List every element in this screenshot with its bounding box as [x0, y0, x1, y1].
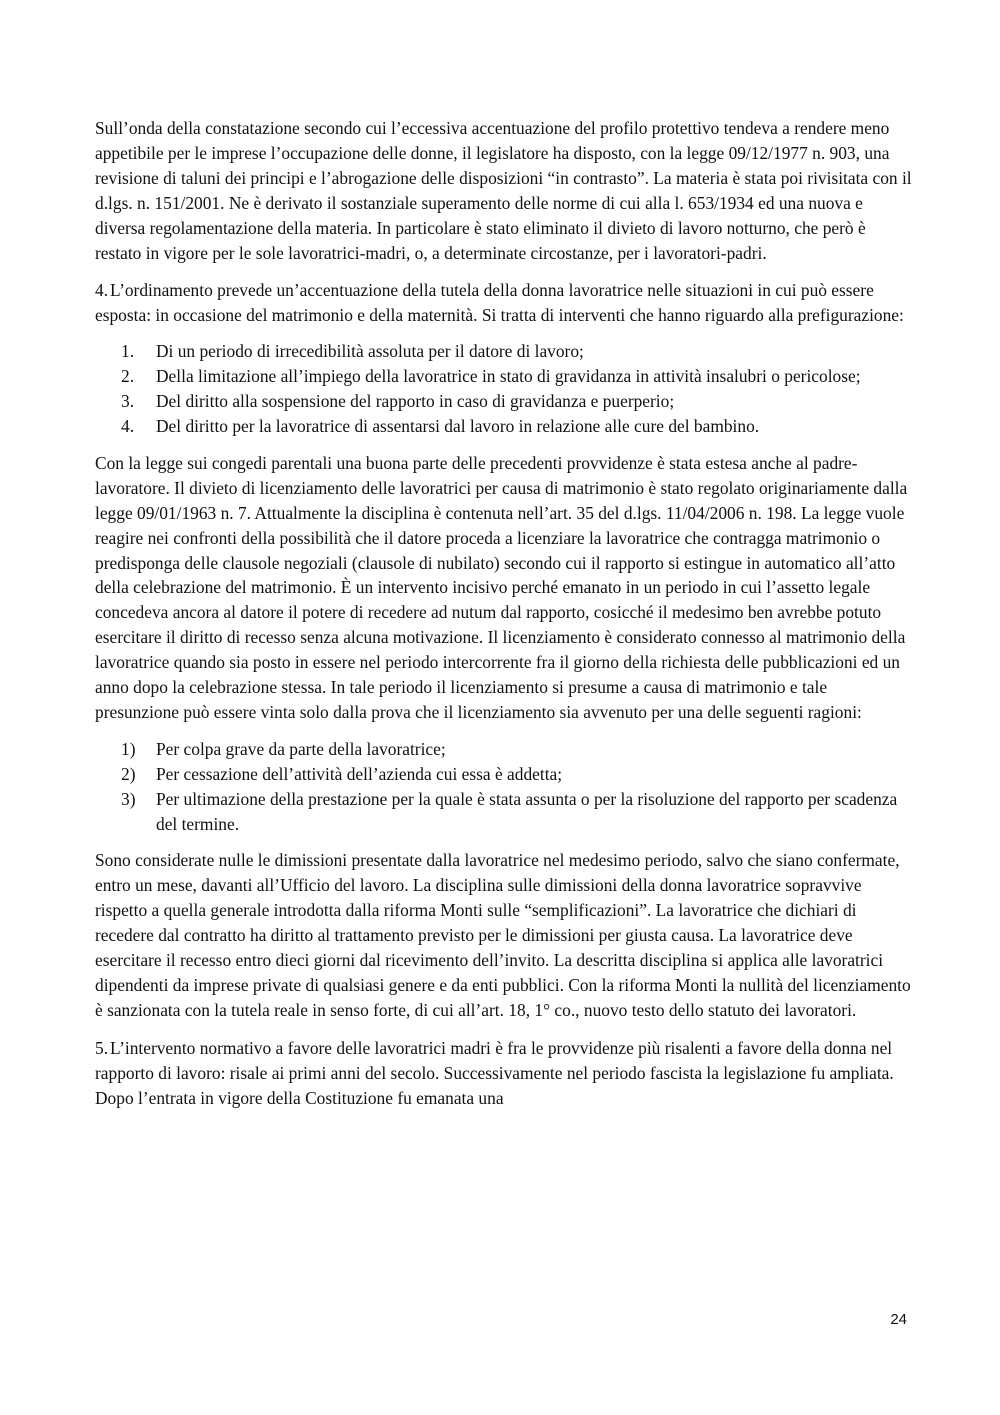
paragraph-1: Sull’onda della constatazione secondo cui l’eccessiva accentuazione del profilo protettivo tendeva a rendere meno appetibile per le imprese l’occupazione delle donne, il legislatore ha disposto, con la legge 09/12/1977 n. 903, una revisione di taluni dei principi e l’abrogazione delle disposizioni “in contrasto”. La materia è stata poi rivisitata con il d.lgs. n. 151/2001. Ne è derivato il sostanziale superamento delle norme di cui alla l. 653/1934 ed una nuova e diversa regolamentazione della materia. In particolare è stato eliminato il divieto di lavoro notturno, che però è restato in vigore per le sole lavoratrici-madri, o, a determinate circostanze, per i lavoratori-padri. — [95, 118, 912, 263]
list-item-text: Del diritto per la lavoratrice di assentarsi dal lavoro in relazione alle cure del bambino. — [156, 415, 760, 436]
list-item-text: Di un periodo di irrecedibilità assoluta per il datore di lavoro; — [156, 341, 584, 362]
numbered-list-ragioni — [95, 737, 915, 837]
numbered-list-prefigurazione — [95, 339, 915, 439]
list-item-text: Del diritto alla sospensione del rapporto in caso di gravidanza e puerperio; — [156, 391, 675, 412]
section-number-5: 5. — [95, 1037, 109, 1058]
list-marker: 1. — [121, 341, 135, 362]
list-marker: 3. — [121, 391, 135, 412]
paragraph-5 — [95, 1036, 915, 1111]
list-item — [121, 364, 915, 389]
list-item-text: Per ultimazione della prestazione per la quale è stata assunta o per la risoluzione del rapporto per scadenza del termine. — [156, 788, 898, 834]
list-marker: 4. — [121, 415, 135, 436]
document-page — [95, 116, 915, 1111]
list-item — [121, 339, 915, 364]
list-item — [121, 414, 915, 439]
paragraph-5-text: L’intervento normativo a favore delle lavoratrici madri è fra le provvidenze più risalenti a favore della donna nel rapporto di lavoro: risale ai primi anni del secolo. Successivamente nel periodo fascista la legislazione fu ampliata. Dopo l’entrata in vigore della Costituzione fu emanata una — [95, 1037, 894, 1108]
list-item — [121, 389, 915, 414]
page-number: 24 — [890, 1311, 907, 1328]
list-item — [121, 762, 915, 787]
section-number-4: 4. — [95, 280, 109, 301]
list-item-text: Per cessazione dell’attività dell’azienda cui essa è addetta; — [156, 763, 563, 784]
list-marker: 1) — [121, 738, 136, 759]
paragraph-2 — [95, 278, 915, 328]
paragraph-2-text: L’ordinamento prevede un’accentuazione della tutela della donna lavoratrice nelle situazioni in cui può essere esposta: in occasione del matrimonio e della maternità. Si tratta di interventi che hanno riguardo alla prefigurazione: — [95, 280, 904, 326]
list-item — [121, 787, 915, 837]
paragraph-3: Con la legge sui congedi parentali una buona parte delle precedenti provvidenze è stata estesa anche al padre-lavoratore. Il divieto di licenziamento delle lavoratrici per causa di matrimonio è stato regolato originariamente dalla legge 09/01/1963 n. 7. Attualmente la disciplina è contenuta nell’art. 35 del d.lgs. 11/04/2006 n. 198. La legge vuole reagire nei confronti della possibilità che il datore proceda a licenziare la lavoratrice che contragga matrimonio o predisponga delle clausole negoziali (clausole di nubilato) secondo cui il rapporto si estingue in automatico all’atto della celebrazione del matrimonio. È un intervento incisivo perché emanato in un periodo in cui l’assetto legale concedeva ancora al datore il potere di recedere ad nutum dal rapporto, cosicché il medesimo ben avrebbe potuto esercitare il diritto di recesso senza alcuna motivazione. Il licenziamento è considerato connesso al matrimonio della lavoratrice quando sia posto in essere nel periodo intercorrente fra il giorno della richiesta delle pubblicazioni ed un anno dopo la celebrazione stessa. In tale periodo il licenziamento si presume a causa di matrimonio e tale presunzione può essere vinta solo dalla prova che il licenziamento sia avvenuto per una delle seguenti ragioni: — [95, 452, 908, 722]
paragraph-4: Sono considerate nulle le dimissioni presentate dalla lavoratrice nel medesimo periodo, salvo che siano confermate, entro un mese, davanti all’Ufficio del lavoro. La disciplina sulle dimissioni della donna lavoratrice sopravvive rispetto a quella generale introdotta dalla riforma Monti sulle “semplificazioni”. La lavoratrice che dichiari di recedere dal contratto ha diritto al trattamento previsto per le dimissioni per giusta causa. La lavoratrice deve esercitare il recesso entro dieci giorni dal ricevimento dell’invito. La descritta disciplina si applica alle lavoratrici dipendenti da imprese private di qualsiasi genere e da enti pubblici. Con la riforma Monti la nullità del licenziamento è sanzionata con la tutela reale in senso forte, di cui all’art. 18, 1° co., nuovo testo dello statuto dei lavoratori. — [95, 850, 911, 1020]
list-marker: 2. — [121, 366, 135, 387]
list-item-text: Della limitazione all’impiego della lavoratrice in stato di gravidanza in attività insalubri o pericolose; — [156, 366, 861, 387]
list-item-text: Per colpa grave da parte della lavoratrice; — [156, 738, 446, 759]
list-item — [121, 737, 915, 762]
list-marker: 3) — [121, 788, 136, 809]
list-marker: 2) — [121, 763, 136, 784]
